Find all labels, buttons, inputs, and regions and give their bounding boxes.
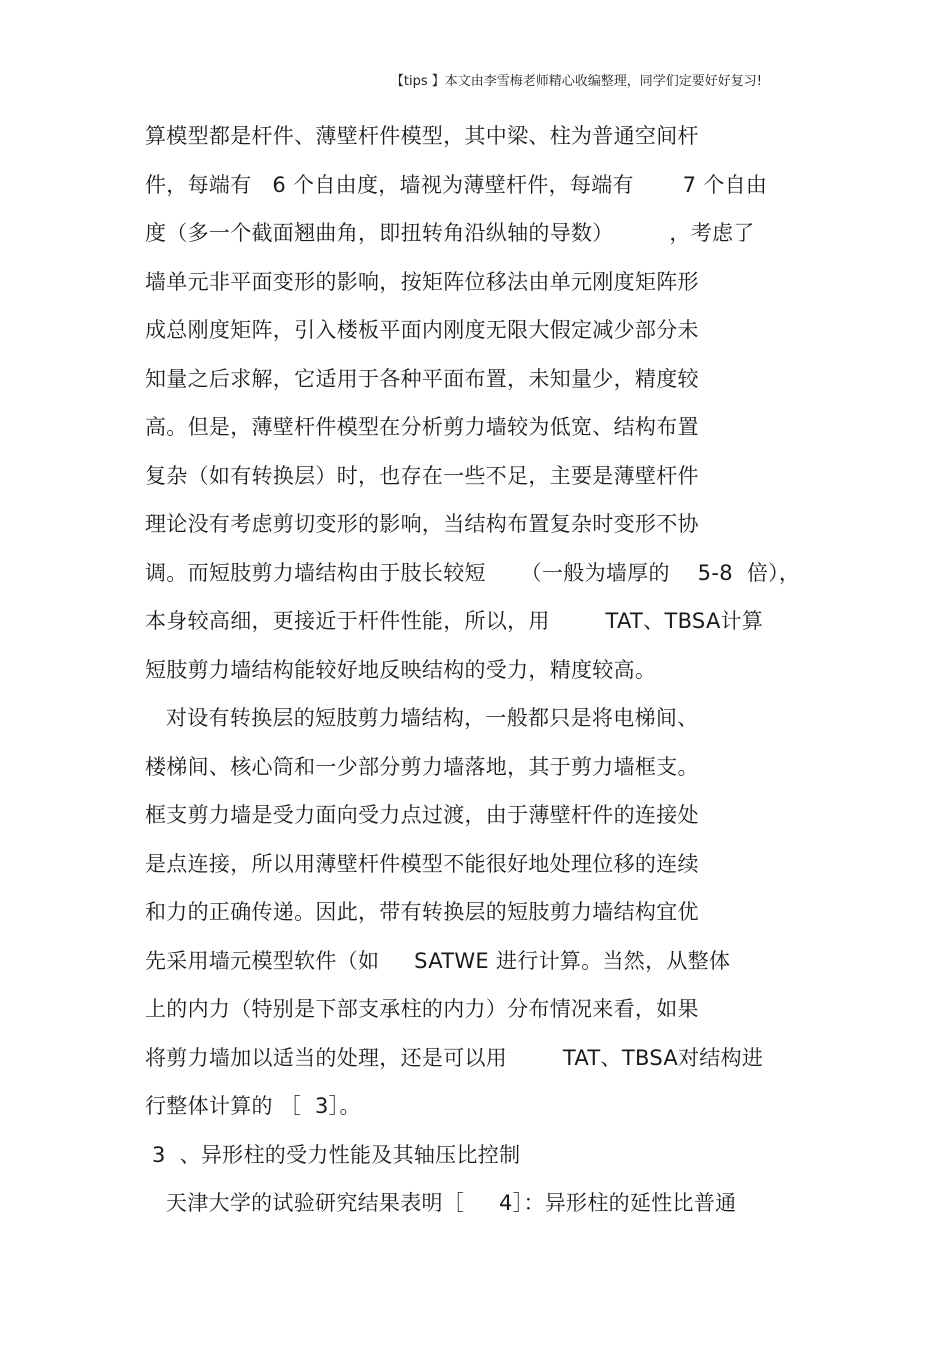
text-line: 度（多一个截面翘曲角，即扭转角沿纵轴的导数） ，考虑了 <box>145 221 755 245</box>
text-line: 复杂（如有转换层）时，也存在一些不足，主要是薄壁杆件 <box>145 464 699 488</box>
tips-header: 【tips 】本文由李雪梅老师精心收编整理，同学们定要好好复习! <box>390 74 762 89</box>
text-line: 先采用墙元模型软件（如 SATWE 进行计算。当然，从整体 <box>145 949 731 973</box>
text-line: 对设有转换层的短肢剪力墙结构，一般都只是将电梯间、 <box>145 706 699 730</box>
section-heading: 3 、异形柱的受力性能及其轴压比控制 <box>145 1143 521 1167</box>
text-line: 成总刚度矩阵，引入楼板平面内刚度无限大假定减少部分未 <box>145 318 699 342</box>
text-line: 短肢剪力墙结构能较好地反映结构的受力，精度较高。 <box>145 658 657 682</box>
text-line: 本身较高细，更接近于杆件性能，所以，用 TAT、TBSA计算 <box>145 609 764 633</box>
text-line: 楼梯间、核心筒和一少部分剪力墙落地，其于剪力墙框支。 <box>145 755 699 779</box>
text-line: 算模型都是杆件、薄壁杆件模型，其中梁、柱为普通空间杆 <box>145 124 699 148</box>
text-line: 上的内力（特别是下部支承柱的内力）分布情况来看，如果 <box>145 997 699 1021</box>
text-line: 理论没有考虑剪切变形的影响，当结构布置复杂时变形不协 <box>145 512 699 536</box>
text-line: 天津大学的试验研究结果表明［ 4］：异形柱的延性比普通 <box>145 1191 737 1215</box>
text-line: 行整体计算的 ［ 3］。 <box>145 1094 361 1118</box>
text-line: 是点连接，所以用薄壁杆件模型不能很好地处理位移的连续 <box>145 852 699 876</box>
text-line: 和力的正确传递。因此，带有转换层的短肢剪力墙结构宜优 <box>145 900 699 924</box>
text-line: 框支剪力墙是受力面向受力点过渡，由于薄壁杆件的连接处 <box>145 803 699 827</box>
text-line: 知量之后求解，它适用于各种平面布置，未知量少，精度较 <box>145 367 699 391</box>
text-line: 调。而短肢剪力墙结构由于肢长较短 （一般为墙厚的 5-8 倍）， <box>145 561 801 585</box>
text-line: 件，每端有 6 个自由度，墙视为薄壁杆件，每端有 7 个自由 <box>145 173 768 197</box>
text-line: 墙单元非平面变形的影响，按矩阵位移法由单元刚度矩阵形 <box>145 270 699 294</box>
text-line: 将剪力墙加以适当的处理，还是可以用 TAT、TBSA对结构进 <box>145 1046 764 1070</box>
text-line: 高。但是，薄壁杆件模型在分析剪力墙较为低宽、结构布置 <box>145 415 699 439</box>
